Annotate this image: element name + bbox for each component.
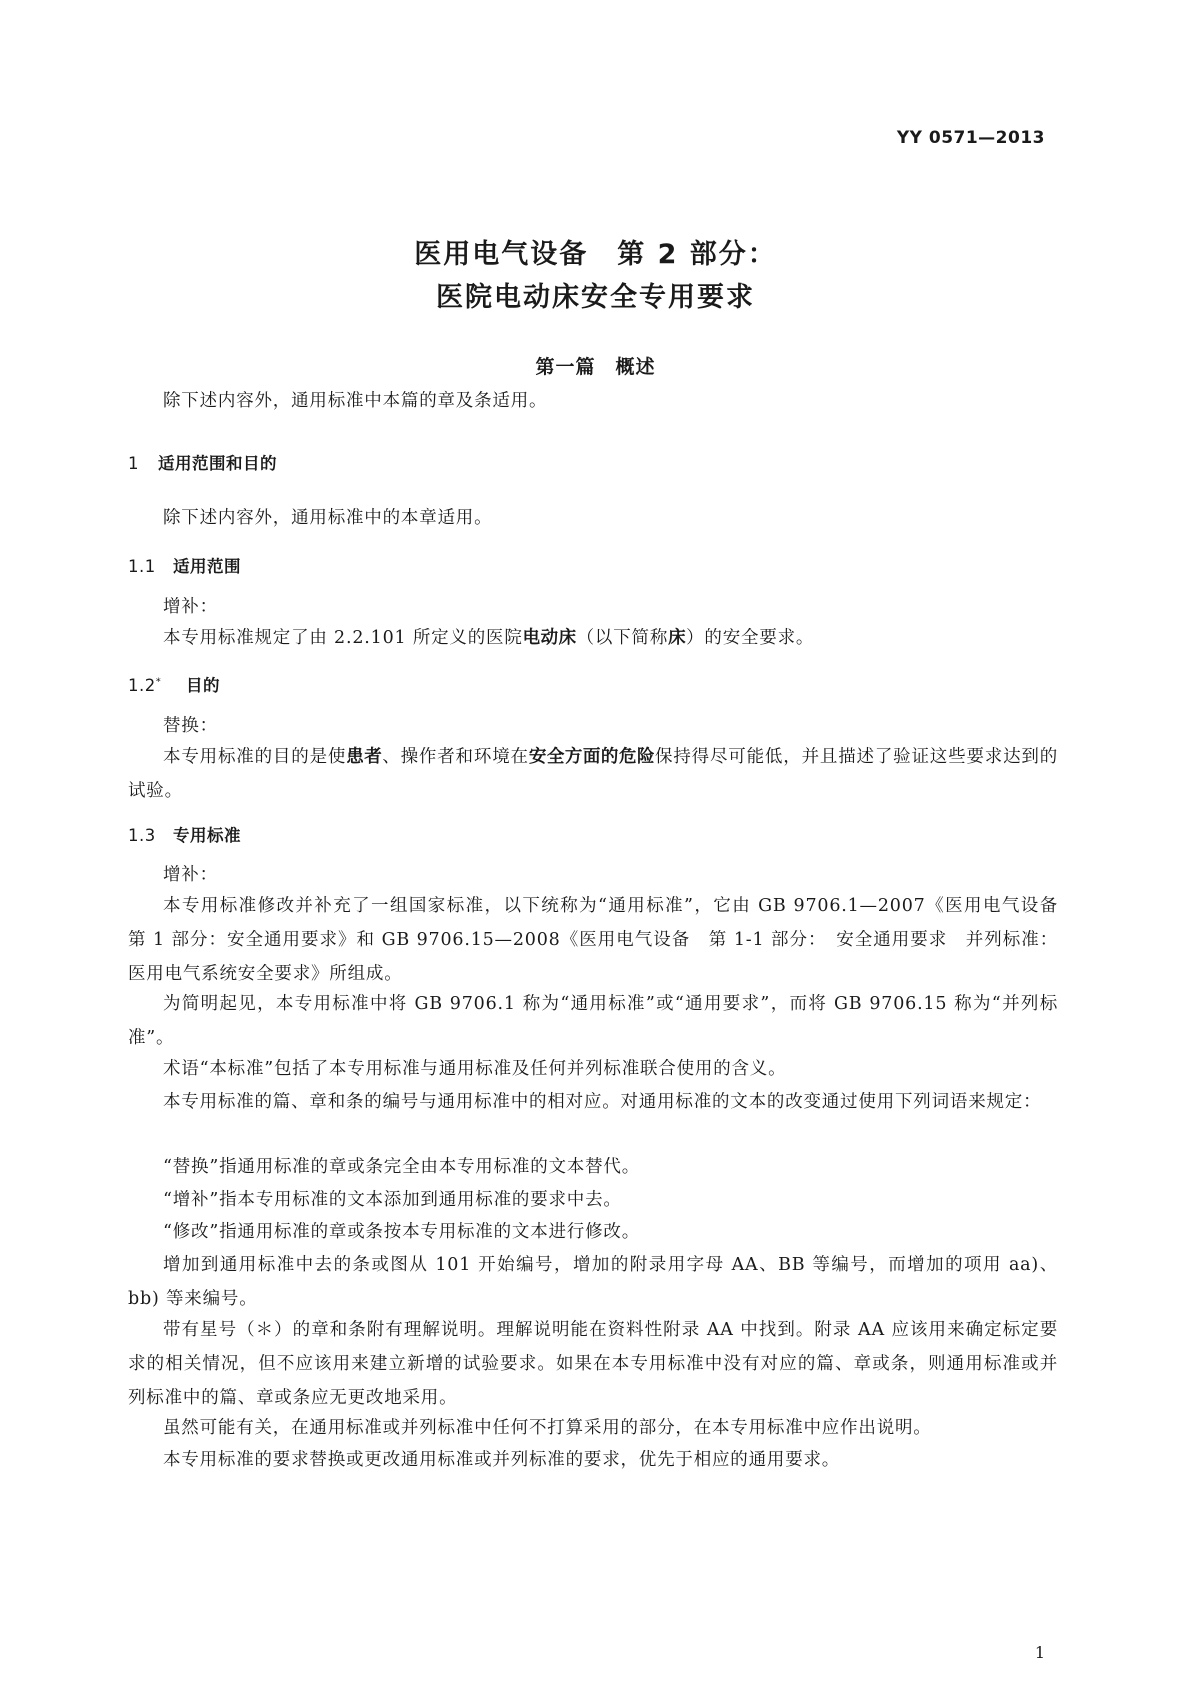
- section-1-3-paragraph: 带有星号（＊）的章和条附有理解说明。理解说明能在资料性附录 AA 中找到。附录 AA 应该用来确定标定要求的相关情况，但不应该用来建立新增的试验要求。如果在本专用标准中没有对应的篇、章或条，则通用标准或并列标准中的篇、章或条应无更改地采用。: [128, 1320, 1058, 1408]
- section-1-2-heading: [128, 672, 220, 696]
- section-number: 1.3: [128, 826, 156, 845]
- section-number: 1: [128, 454, 139, 473]
- bold-term: 床: [668, 628, 687, 648]
- part-heading: 第一篇 概述: [535, 356, 656, 378]
- bold-term: 安全方面的危险: [528, 747, 655, 767]
- section-1-3-paragraph: 本专用标准修改并补充了一组国家标准，以下统称为“通用标准”，它由 GB 9706.1—2007《医用电气设备 第 1 部分：安全通用要求》和 GB 9706.15—2008《医用电气设备 第 1-1 部分： 安全通用要求 并列标准：医用电气系统安全要求》所组成。: [128, 896, 1077, 984]
- section-1-3-paragraph: 本专用标准的要求替换或更改通用标准或并列标准的要求，优先于相应的通用要求。: [163, 1450, 841, 1470]
- bold-term: 患者: [346, 747, 383, 767]
- document-title-line-2: 医院电动床安全专用要求: [436, 282, 755, 313]
- section-number: 1.1: [128, 557, 156, 576]
- bold-term: 电动床: [522, 628, 577, 648]
- section-1-3-label: 增补：: [163, 865, 218, 885]
- section-1-3-paragraph: 术语“本标准”包括了本专用标准与通用标准及任何并列标准联合使用的含义。: [163, 1059, 787, 1079]
- section-1-3-paragraph: 为简明起见，本专用标准中将 GB 9706.1 称为“通用标准”或“通用要求”，而将 GB 9706.15 称为“并列标准”。: [128, 994, 1058, 1048]
- section-1-3-heading: [128, 822, 241, 846]
- section-1-3-paragraph: “增补”指本专用标准的文本添加到通用标准的要求中去。: [163, 1190, 622, 1210]
- intro-paragraph: 除下述内容外，通用标准中本篇的章及条适用。: [163, 391, 548, 411]
- section-1-3-paragraph: “替换”指通用标准的章或条完全由本专用标准的文本替代。: [163, 1157, 640, 1177]
- page-number: 1: [1034, 1643, 1045, 1662]
- section-1-3-paragraph: 本专用标准的篇、章和条的编号与通用标准中的相对应。对通用标准的文本的改变通过使用下列词语来规定：: [163, 1092, 1042, 1112]
- section-title: 目的: [186, 676, 220, 695]
- section-1-1-label: 增补：: [163, 597, 218, 617]
- document-title-line-1: 医用电气设备 第 2 部分：: [414, 239, 777, 270]
- section-1-1-text: 本专用标准规定了由 2.2.101 所定义的医院电动床（以下简称床）的安全要求。: [163, 628, 815, 648]
- star-mark: *: [155, 676, 162, 688]
- section-title: 适用范围: [173, 557, 241, 576]
- section-1-2-label: 替换：: [163, 716, 218, 736]
- section-title: 适用范围和目的: [158, 454, 277, 473]
- section-title: 专用标准: [173, 826, 241, 845]
- section-1-2-text: 本专用标准的目的是使患者、操作者和环境在安全方面的危险保持得尽可能低，并且描述了验证这些要求达到的试验。: [128, 747, 1059, 801]
- section-1-3-paragraph: 增加到通用标准中去的条或图从 101 开始编号，增加的附录用字母 AA、BB 等编号，而增加的项用 aa)、bb) 等来编号。: [128, 1255, 1058, 1309]
- section-1-3-paragraph: “修改”指通用标准的章或条按本专用标准的文本进行修改。: [163, 1222, 640, 1242]
- section-1-1-heading: [128, 553, 241, 577]
- section-number: 1.2*: [128, 676, 162, 695]
- standard-code: YY 0571—2013: [896, 128, 1045, 148]
- section-1-text: 除下述内容外，通用标准中的本章适用。: [163, 508, 493, 528]
- section-1-3-paragraph: 虽然可能有关，在通用标准或并列标准中任何不打算采用的部分，在本专用标准中应作出说明。: [163, 1418, 932, 1438]
- section-1-heading: [128, 450, 277, 474]
